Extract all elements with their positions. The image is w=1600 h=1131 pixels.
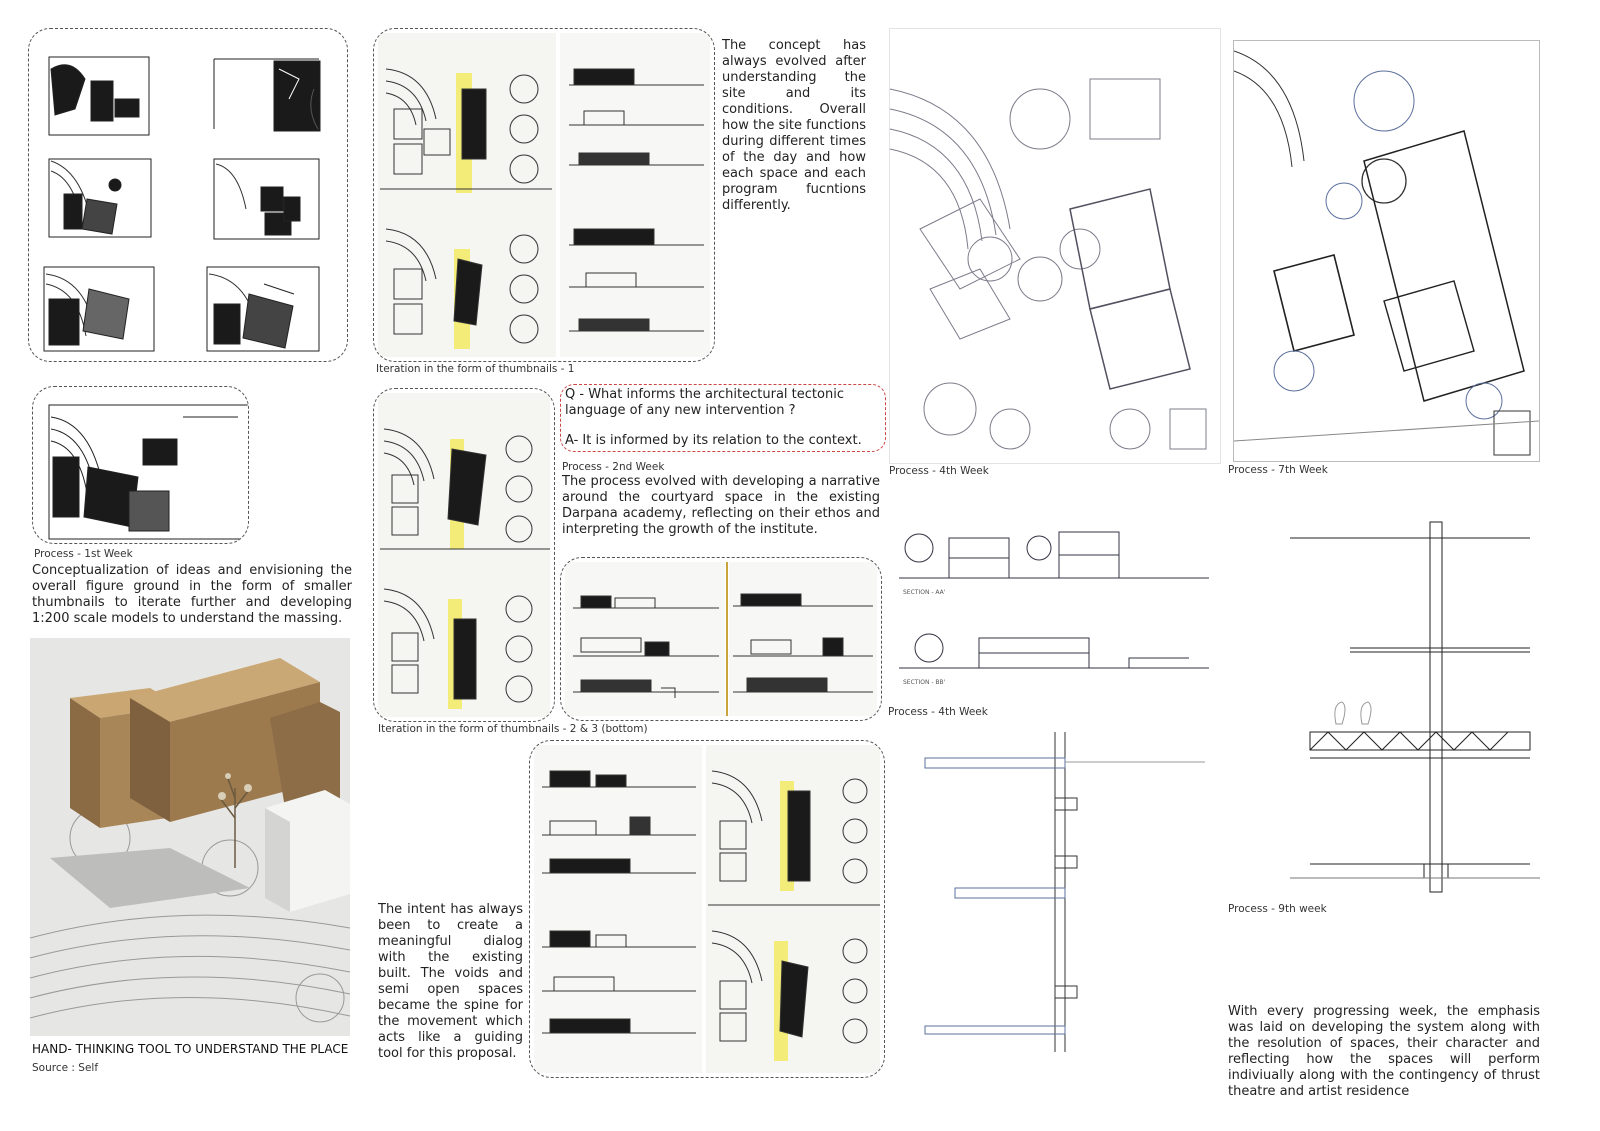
wall-detail-sketch: [895, 722, 1220, 1062]
week7-site-plan-drawing: [1233, 40, 1540, 462]
model-title: HAND- THINKING TOOL TO UNDERSTAND THE PLACE: [32, 1042, 349, 1056]
qa-box: [560, 384, 886, 452]
caption-process-4th-week-a: Process - 4th Week: [889, 465, 989, 477]
iteration-2-3-panel: [373, 388, 555, 722]
caption-process-4th-week-b: Process - 4th Week: [888, 706, 988, 718]
section-thumbnails-panel: [560, 557, 882, 721]
week1-thumbnail-panel: [32, 386, 249, 544]
qa-answer: A- It is informed by its relation to the context.: [565, 433, 862, 448]
week4-site-plan-drawing: [889, 28, 1221, 464]
week7-site-plan-sketch: [1234, 41, 1539, 461]
wall-detail-drawing: [895, 722, 1220, 1062]
iteration-3-panel: [529, 740, 885, 1078]
source-caption: Source : Self: [32, 1062, 99, 1074]
week4-sections-drawing: [889, 498, 1219, 702]
section-label-a: SECTION - AA': [903, 589, 946, 596]
wall-section-detail-sketch: [1230, 518, 1540, 902]
caption-iteration-2-3: Iteration in the form of thumbnails - 2 & 3 (bottom): [378, 723, 648, 735]
figure-ground-thumbnails-panel: [28, 28, 348, 362]
section-thumbnails: [561, 558, 881, 720]
caption-process-1st-week: Process - 1st Week: [34, 548, 133, 560]
caption-process-7th-week: Process - 7th Week: [1228, 464, 1328, 476]
week4-site-plan-sketch: [890, 29, 1220, 463]
concept-description: The concept has always evolved after understanding the site and its conditions. Overall how the site functions during different times of the day and how each space and each program fucntions differently.: [722, 38, 866, 213]
section-label-b: SECTION - BB': [903, 679, 946, 686]
final-description: With every progressing week, the emphasis was laid on developing the system along with the resolution of spaces, their character and reflecting how the spaces will perform indiviually along with the contingency of thrust theatre and artist residence: [1228, 1004, 1540, 1099]
week4-sections-sketch: [889, 498, 1219, 702]
week1-description: Conceptualization of ideas and envisioning the overall figure ground in the form of smaller thumbnails to iterate further and developing 1:200 scale models to understand the massing.: [32, 563, 352, 626]
caption-process-2nd-week: Process - 2nd Week: [562, 461, 665, 473]
iteration-3-sketches: [530, 741, 884, 1077]
qa-question: Q - What informs the architectural tectonic language of any new intervention ?: [565, 387, 844, 418]
iteration-1-sketches: [374, 29, 714, 361]
week1-figure-ground: [33, 387, 248, 543]
week2-description: The process evolved with developing a narrative around the courtyard space in the existing Darpana academy, reflecting on their ethos and interpreting the growth of the institute.: [562, 474, 880, 537]
iteration-1-panel: [373, 28, 715, 362]
cardboard-model-illustration: [30, 638, 350, 1036]
wall-section-detail-drawing: [1230, 518, 1540, 902]
caption-process-9th-week: Process - 9th week: [1228, 903, 1327, 915]
iteration-2-plans: [374, 389, 554, 721]
caption-iteration-1: Iteration in the form of thumbnails - 1: [376, 363, 575, 375]
intent-description: The intent has always been to create a meaningful dialog with the existing built. The voids and semi open spaces became the spine for the movement which acts like a guiding tool for this proposal.: [378, 902, 523, 1061]
figure-ground-thumbnails: [29, 29, 347, 361]
massing-model-photo: [30, 638, 350, 1036]
